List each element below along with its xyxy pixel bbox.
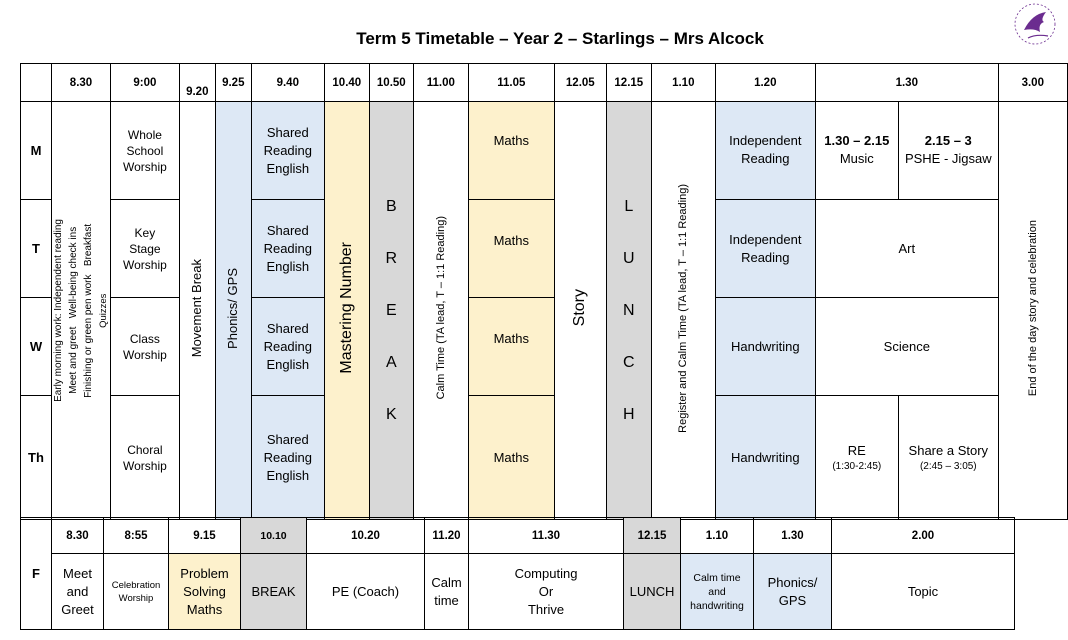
science-cell: Science — [815, 298, 998, 396]
day-label: Th — [21, 396, 52, 520]
re-cell: RE (1:30-2:45) — [815, 396, 898, 520]
worship-cell: Class Worship — [111, 298, 180, 396]
early-morning-cell — [52, 102, 111, 520]
pshe-cell: 2.15 – 3 PSHE - Jigsaw — [898, 102, 998, 200]
friday-break-cell: BREAK — [241, 554, 307, 630]
lunch-cell: L U N C H — [606, 102, 651, 520]
maths-cell: Maths — [468, 298, 554, 396]
time-header: 8.30 — [52, 518, 104, 554]
time-header: 11.30 — [469, 518, 624, 554]
time-header: 9:00 — [111, 64, 180, 102]
page-title: Term 5 Timetable – Year 2 – Starlings – Mrs Alcock — [356, 29, 764, 48]
shared-reading-cell: Shared Reading English — [251, 396, 324, 520]
afternoon-cell: Handwriting — [715, 298, 815, 396]
time-header: 9.15 — [169, 518, 241, 554]
friday-calm-cell: Calm time — [425, 554, 469, 630]
time-header: 3.00 — [998, 64, 1067, 102]
school-logo — [1010, 2, 1060, 48]
register-cell: Register and Calm Time (TA lead, T – 1:1 Reading) — [651, 102, 715, 520]
celebration-cell: Celebration Worship — [104, 554, 169, 630]
time-header: 1.30 — [754, 518, 832, 554]
meet-greet-cell: Meet and Greet — [52, 554, 104, 630]
time-header: 8.30 — [52, 64, 111, 102]
problem-solving-cell: Problem Solving Maths — [169, 554, 241, 630]
time-header: 9.40 — [251, 64, 324, 102]
share-story-cell: Share a Story (2:45 – 3:05) — [898, 396, 998, 520]
shared-reading-cell: Shared Reading English — [251, 200, 324, 298]
time-header: 1.10 — [681, 518, 754, 554]
time-header: 11.00 — [413, 64, 468, 102]
maths-cell: Maths — [468, 102, 554, 200]
pe-cell: PE (Coach) — [307, 554, 425, 630]
computing-cell: Computing Or Thrive — [469, 554, 624, 630]
quizzes-label: Quizzes — [98, 293, 109, 328]
shared-reading-cell: Shared Reading English — [251, 298, 324, 396]
movement-break-cell: Movement Break — [179, 102, 215, 520]
time-header: 1.30 — [815, 64, 998, 102]
mastering-number-cell: Mastering Number — [324, 102, 369, 520]
time-header: 12.05 — [554, 64, 606, 102]
time-header: 10.40 — [324, 64, 369, 102]
calm-handwriting-cell: Calm time and handwriting — [681, 554, 754, 630]
time-header: 1.10 — [651, 64, 715, 102]
early-work-label: Early morning work: Independent reading — [53, 219, 64, 402]
afternoon-cell: Handwriting — [715, 396, 815, 520]
afternoon-cell: Independent Reading — [715, 200, 815, 298]
maths-cell: Maths — [468, 200, 554, 298]
green-pen-label: Finishing or green pen work — [83, 274, 94, 398]
worship-cell: Key Stage Worship — [111, 200, 180, 298]
wellbeing-label: Well-being check ins — [68, 226, 79, 319]
time-header: 9.20 — [179, 64, 215, 102]
music-cell: 1.30 – 2.15 Music — [815, 102, 898, 200]
friday-lunch-cell: LUNCH — [624, 554, 681, 630]
time-header: 9.25 — [215, 64, 251, 102]
art-cell: Art — [815, 200, 998, 298]
friday-phonics-cell: Phonics/ GPS — [754, 554, 832, 630]
time-header: 10.50 — [369, 64, 413, 102]
time-header: 11.05 — [468, 64, 554, 102]
day-label: F — [21, 518, 52, 630]
topic-cell: Topic — [832, 554, 1015, 630]
day-label: T — [21, 200, 52, 298]
breakfast-label: Breakfast — [83, 223, 94, 266]
time-header: 2.00 — [832, 518, 1015, 554]
story-cell: Story — [554, 102, 606, 520]
time-header: 11.20 — [425, 518, 469, 554]
friday-timetable — [20, 517, 1015, 630]
maths-cell: Maths — [468, 396, 554, 520]
time-header: 1.20 — [715, 64, 815, 102]
end-of-day-cell: End of the day story and celebration — [998, 102, 1067, 520]
day-label: M — [21, 102, 52, 200]
phonics-cell: Phonics/ GPS — [215, 102, 251, 520]
time-header: 12.15 — [606, 64, 651, 102]
calm-time-cell: Calm Time (TA lead, T – 1:1 Reading) — [413, 102, 468, 520]
day-label: W — [21, 298, 52, 396]
shared-reading-cell: Shared Reading English — [251, 102, 324, 200]
weekday-timetable — [20, 63, 1068, 520]
worship-cell: Whole School Worship — [111, 102, 180, 200]
time-header: 12.15 — [624, 518, 681, 554]
meet-greet-label: Meet and greet — [68, 326, 79, 395]
time-header: 10.20 — [307, 518, 425, 554]
break-cell: B R E A K — [369, 102, 413, 520]
worship-cell: Choral Worship — [111, 396, 180, 520]
afternoon-cell: Independent Reading — [715, 102, 815, 200]
corner-cell — [21, 64, 52, 102]
time-header: 8:55 — [104, 518, 169, 554]
time-header: 10.10 — [241, 518, 307, 554]
